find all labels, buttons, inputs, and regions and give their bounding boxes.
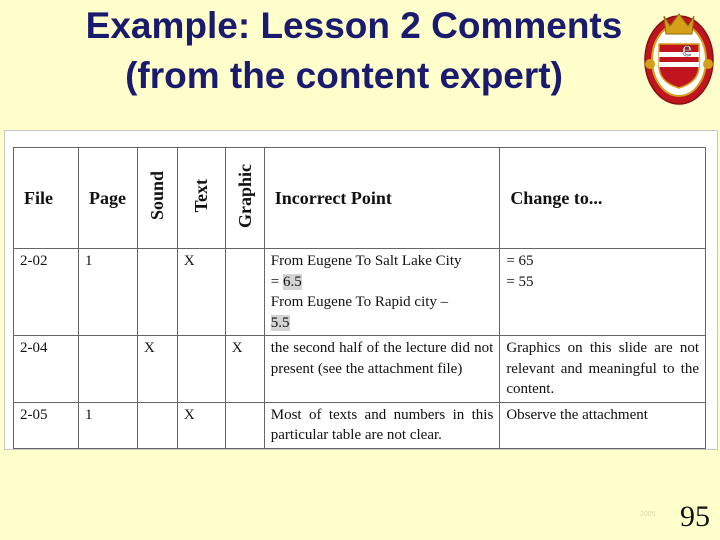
cell-file: 2-04 [14, 336, 79, 403]
comments-table [13, 147, 706, 449]
cell-sound [137, 249, 177, 336]
coat-of-arms-icon [642, 4, 716, 108]
header-change-to: Change to... [500, 148, 706, 249]
cell-sound: X [137, 336, 177, 403]
slide-title-line1: Example: Lesson 2 Comments [85, 5, 623, 46]
slide-title-line2: (from the content expert) [125, 55, 563, 96]
table-row [14, 336, 706, 403]
header-incorrect-point: Incorrect Point [264, 148, 500, 249]
cell-change-to: Graphics on this slide are not relevant and meaningful to the content. [500, 336, 706, 403]
cell-file: 2-02 [14, 249, 79, 336]
incorrect-line: = 6.5 [270, 273, 302, 290]
header-file: File [14, 148, 79, 249]
cell-text [177, 336, 225, 403]
incorrect-line: From Eugene To Rapid city – [270, 294, 449, 310]
footer-small-text: 2005 [640, 511, 656, 518]
cell-graphic [225, 249, 264, 336]
cell-change-to: = 65 = 55 [500, 249, 706, 336]
cell-change-to: Observe the attachment [500, 402, 706, 448]
cell-graphic: X [225, 336, 264, 403]
crest-letter: e [682, 36, 692, 61]
cell-text: X [177, 402, 225, 448]
header-sound: Sound [137, 148, 177, 249]
cell-page: 1 [78, 402, 137, 448]
cell-incorrect-point: the second half of the lecture did not present (see the attachment file) [264, 336, 500, 403]
cell-page [78, 336, 137, 403]
table-row [14, 249, 706, 336]
cell-text: X [177, 249, 225, 336]
header-page: Page [78, 148, 137, 249]
incorrect-line: From Eugene To Salt Lake City [270, 253, 462, 269]
cell-sound [137, 402, 177, 448]
highlighted-value: 5.5 [270, 314, 290, 331]
incorrect-line [271, 313, 494, 334]
cell-incorrect-point [264, 249, 500, 336]
header-text: Text [177, 148, 225, 249]
cell-graphic [225, 402, 264, 448]
table-header-row [14, 148, 706, 249]
cell-page: 1 [78, 249, 137, 336]
cell-file: 2-05 [14, 402, 79, 448]
slide-number: 95 [680, 500, 710, 533]
table-row [14, 402, 706, 448]
header-graphic: Graphic [225, 148, 264, 249]
highlighted-value: 6.5 [282, 273, 302, 290]
cell-incorrect-point: Most of texts and numbers in this particular table are not clear. [264, 402, 500, 448]
